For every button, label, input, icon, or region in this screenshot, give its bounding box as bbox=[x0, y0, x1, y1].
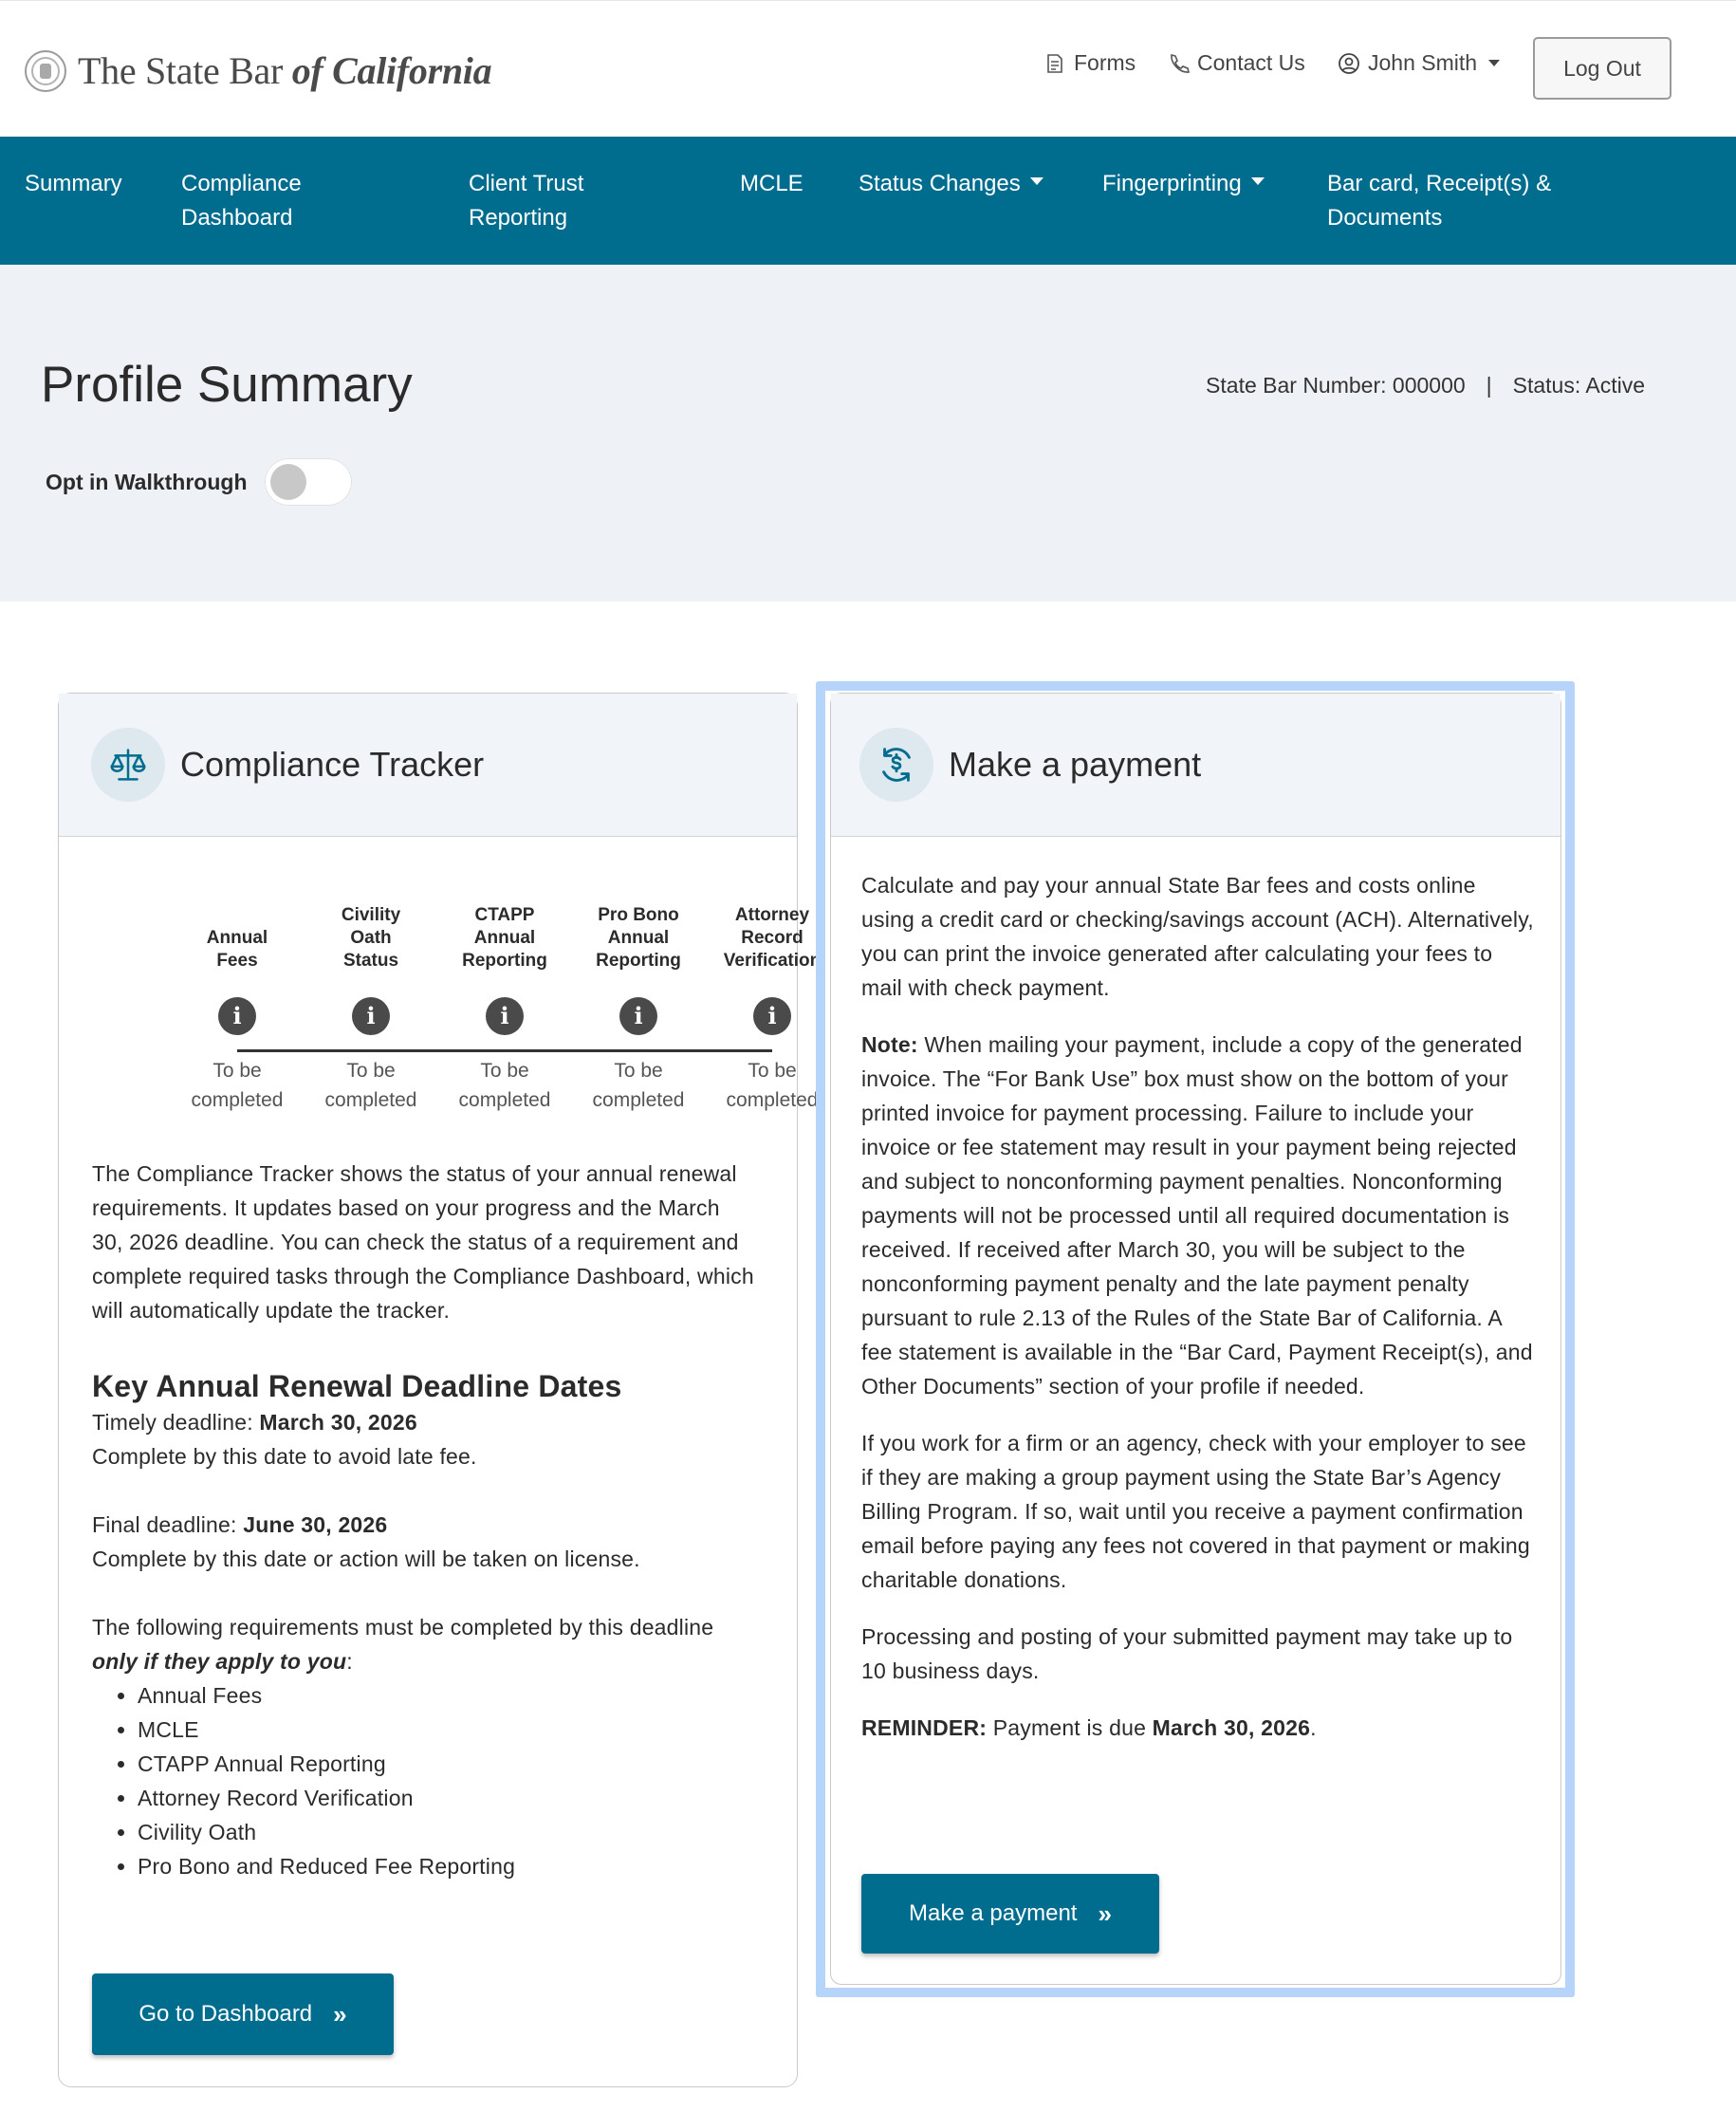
info-icon[interactable]: i bbox=[352, 997, 390, 1035]
step-label-line-3: Verification bbox=[723, 951, 822, 971]
payment-cycle-icon bbox=[859, 728, 933, 802]
chevron-down-icon bbox=[1488, 60, 1500, 66]
step-label-line-3: Status bbox=[342, 951, 399, 971]
timely-deadline bbox=[92, 1405, 756, 1439]
nav-item-summary[interactable] bbox=[25, 167, 122, 201]
nav-item-bar-card-documents[interactable] bbox=[1327, 167, 1551, 235]
forms-link[interactable] bbox=[1043, 50, 1136, 76]
step-status-line-2: completed bbox=[726, 1089, 819, 1111]
list-item: • CTAPP Annual Reporting bbox=[138, 1747, 756, 1781]
state-bar-logo[interactable] bbox=[25, 48, 491, 93]
step-label bbox=[171, 883, 304, 997]
final-date: June 30, 2026 bbox=[243, 1512, 388, 1537]
make-payment-card bbox=[830, 693, 1561, 1985]
step-label-line-2: Annual bbox=[473, 928, 536, 948]
note-text: When mailing your payment, include a copy of the generated invoice. The “For Bank Use” box must show on the bottom of your printed invoice for payment processing. Failure to include your invoice or fee statement may result in your payment being rejected and subject to nonconforming payment penalties. Nonconforming payments will not be processed until all required documentation is received. If received after March 30, you will be subject to the nonconforming payment penalty and the late payment penalty pursuant to rule 2.13 of the Rules of the State Bar of California. A fee statement is available in the “Bar Card, Payment Receipt(s), and Other Documents” section of your profile if needed. bbox=[861, 1032, 1533, 1399]
opt-in-label: Opt in Walkthrough bbox=[46, 469, 248, 494]
compliance-tracker-header bbox=[59, 694, 797, 837]
list-item: • Annual Fees bbox=[138, 1678, 756, 1713]
tracker-steps bbox=[116, 883, 822, 1130]
nav-item-mcle[interactable] bbox=[740, 167, 803, 201]
payment-reminder bbox=[861, 1711, 1535, 1745]
step-status-line-1: To be bbox=[748, 1060, 797, 1082]
scales-icon bbox=[91, 728, 165, 802]
step-label bbox=[305, 883, 437, 997]
step-status bbox=[572, 1056, 705, 1115]
tracker-step-civility-oath[interactable] bbox=[305, 883, 437, 1115]
go-to-dashboard-label: Go to Dashboard bbox=[139, 2001, 313, 2027]
reqs-intro-emphasis: only if they apply to you bbox=[92, 1649, 347, 1674]
make-payment-title: Make a payment bbox=[949, 745, 1202, 784]
timely-label: Timely deadline: bbox=[92, 1410, 260, 1435]
step-label-line-1: Annual bbox=[206, 928, 268, 948]
tracker-body bbox=[92, 1157, 756, 1883]
payment-intro: Calculate and pay your annual State Bar fees and costs online using a credit card or checking/savings account (ACH). Alternatively, you can print the invoice generated after calculating your fees to mail with check payment. bbox=[861, 873, 1534, 1000]
note-label: Note: bbox=[861, 1032, 918, 1057]
list-item: • MCLE bbox=[138, 1713, 756, 1747]
contact-us-label: Contact Us bbox=[1197, 50, 1305, 75]
chevron-down-icon bbox=[1030, 177, 1043, 185]
page-title: Profile Summary bbox=[41, 357, 413, 413]
reminder-label: REMINDER: bbox=[861, 1715, 988, 1740]
logo-text-main: The State Bar bbox=[78, 49, 292, 92]
nav-summary-label: Summary bbox=[25, 171, 122, 196]
step-label bbox=[572, 883, 705, 997]
requirements-intro bbox=[92, 1610, 756, 1678]
step-status-line-1: To be bbox=[212, 1060, 262, 1082]
step-status-line-2: completed bbox=[458, 1089, 551, 1111]
tracker-step-pro-bono[interactable] bbox=[572, 883, 705, 1115]
step-status-line-1: To be bbox=[480, 1060, 529, 1082]
site-header bbox=[0, 0, 1736, 138]
main-nav bbox=[0, 137, 1736, 265]
user-circle-icon bbox=[1338, 52, 1360, 75]
timely-date: March 30, 2026 bbox=[259, 1410, 417, 1435]
payment-processing-time: Processing and posting of your submitted payment may take up to 10 business days. bbox=[861, 1624, 1513, 1683]
tracker-step-annual-fees[interactable] bbox=[171, 883, 304, 1115]
nav-item-fingerprinting[interactable] bbox=[1102, 167, 1265, 201]
step-label-line-1: Attorney bbox=[734, 905, 810, 925]
nav-fingerprinting-label: Fingerprinting bbox=[1102, 171, 1242, 196]
info-icon[interactable]: i bbox=[619, 997, 657, 1035]
step-label-line-2: Oath bbox=[350, 928, 392, 948]
nav-status-changes-label: Status Changes bbox=[859, 171, 1021, 196]
tracker-intro: The Compliance Tracker shows the status of your annual renewal requirements. It updates based on your progress and the March 30, 2026 deadline. You can check the status of a requirement and complete required tasks through the Compliance Dashboard, which will automatically update the tracker. bbox=[92, 1161, 754, 1323]
nav-barcard-label-2: Documents bbox=[1327, 205, 1443, 231]
nav-barcard-label-1: Bar card, Receipt(s) & bbox=[1327, 171, 1552, 196]
user-menu[interactable] bbox=[1338, 50, 1500, 76]
list-item: • Attorney Record Verification bbox=[138, 1781, 756, 1815]
forms-link-label: Forms bbox=[1074, 50, 1136, 75]
info-icon[interactable]: i bbox=[753, 997, 791, 1035]
user-name: John Smith bbox=[1368, 50, 1478, 75]
phone-icon bbox=[1167, 52, 1190, 75]
reqs-intro-1: The following requirements must be completed by this deadline bbox=[92, 1615, 714, 1640]
step-label bbox=[438, 883, 571, 997]
bar-info-separator: | bbox=[1486, 373, 1492, 398]
list-item: • Civility Oath bbox=[138, 1815, 756, 1849]
nav-item-status-changes[interactable] bbox=[859, 167, 1043, 201]
final-note: Complete by this date or action will be taken on license. bbox=[92, 1547, 640, 1571]
payment-note bbox=[861, 1028, 1535, 1403]
step-label-line-3: Reporting bbox=[596, 951, 681, 971]
list-item: • Pro Bono and Reduced Fee Reporting bbox=[138, 1849, 756, 1883]
reqs-intro-2: : bbox=[346, 1649, 353, 1674]
bar-info bbox=[1206, 373, 1645, 398]
step-status bbox=[171, 1056, 304, 1115]
opt-in-toggle[interactable] bbox=[265, 458, 352, 506]
step-status-line-1: To be bbox=[614, 1060, 663, 1082]
step-status-line-2: completed bbox=[592, 1089, 685, 1111]
payment-body bbox=[861, 868, 1535, 1745]
info-icon[interactable]: i bbox=[218, 997, 256, 1035]
step-label-line-3: Reporting bbox=[462, 951, 547, 971]
step-status bbox=[438, 1056, 571, 1115]
step-label-line-2: Record bbox=[741, 928, 803, 948]
reminder-text: Payment is due bbox=[987, 1715, 1153, 1740]
reminder-end: . bbox=[1310, 1715, 1317, 1740]
make-payment-button-label: Make a payment bbox=[909, 1900, 1078, 1926]
logout-button[interactable]: Log Out bbox=[1533, 37, 1671, 100]
logo-text bbox=[78, 48, 491, 93]
timely-note: Complete by this date to avoid late fee. bbox=[92, 1444, 477, 1469]
key-deadlines-heading: Key Annual Renewal Deadline Dates bbox=[92, 1369, 622, 1403]
nav-client-trust-label-2: Reporting bbox=[469, 205, 568, 231]
go-to-dashboard-button[interactable] bbox=[92, 1973, 394, 2055]
tracker-step-ctapp[interactable] bbox=[438, 883, 571, 1115]
compliance-tracker-title: Compliance Tracker bbox=[180, 745, 485, 784]
step-label-line-2: Annual bbox=[607, 928, 670, 948]
state-bar-number: State Bar Number: 000000 bbox=[1206, 373, 1466, 398]
double-chevron-right-icon: » bbox=[333, 1999, 347, 2029]
nav-compliance-label-2: Dashboard bbox=[181, 205, 293, 231]
final-label: Final deadline: bbox=[92, 1512, 244, 1537]
step-label-line-2: Fees bbox=[216, 951, 258, 971]
profile-summary-band bbox=[0, 265, 1736, 602]
status-text: Status: Active bbox=[1512, 373, 1645, 398]
logo-text-of: of bbox=[291, 49, 323, 92]
step-status-line-1: To be bbox=[346, 1060, 396, 1082]
final-deadline bbox=[92, 1508, 756, 1542]
nav-mcle-label: MCLE bbox=[740, 171, 803, 196]
forms-icon bbox=[1043, 52, 1066, 75]
requirements-list bbox=[92, 1678, 756, 1883]
info-icon[interactable]: i bbox=[486, 997, 524, 1035]
opt-in-walkthrough bbox=[46, 458, 352, 506]
nav-compliance-label-1: Compliance bbox=[181, 171, 302, 196]
chevron-down-icon bbox=[1251, 177, 1265, 185]
nav-item-client-trust-reporting[interactable] bbox=[469, 167, 583, 235]
toggle-knob bbox=[270, 464, 306, 500]
payment-agency-billing: If you work for a firm or an agency, check with your employer to see if they are making a group payment using the State Bar’s Agency Billing Program. If so, wait until you receive a payment confirmation email before paying any fees not covered in that payment or making charitable donations. bbox=[861, 1431, 1530, 1592]
step-label-line-1: Civility bbox=[341, 905, 401, 925]
logo-text-california: California bbox=[323, 49, 492, 92]
contact-us-link[interactable] bbox=[1167, 50, 1305, 76]
reminder-date: March 30, 2026 bbox=[1152, 1715, 1311, 1740]
compliance-tracker-card bbox=[58, 693, 822, 2087]
step-status bbox=[305, 1056, 437, 1115]
state-bar-seal-icon bbox=[25, 50, 66, 92]
double-chevron-right-icon: » bbox=[1098, 1899, 1112, 1928]
nav-item-compliance-dashboard[interactable] bbox=[181, 167, 302, 235]
make-payment-header bbox=[831, 694, 1561, 837]
nav-client-trust-label-1: Client Trust bbox=[469, 171, 584, 196]
step-label-line-1: Pro Bono bbox=[598, 905, 679, 925]
step-status-line-2: completed bbox=[191, 1089, 284, 1111]
step-status-line-2: completed bbox=[324, 1089, 417, 1111]
step-label-line-1: CTAPP bbox=[474, 905, 535, 925]
make-payment-button[interactable] bbox=[861, 1874, 1159, 1954]
